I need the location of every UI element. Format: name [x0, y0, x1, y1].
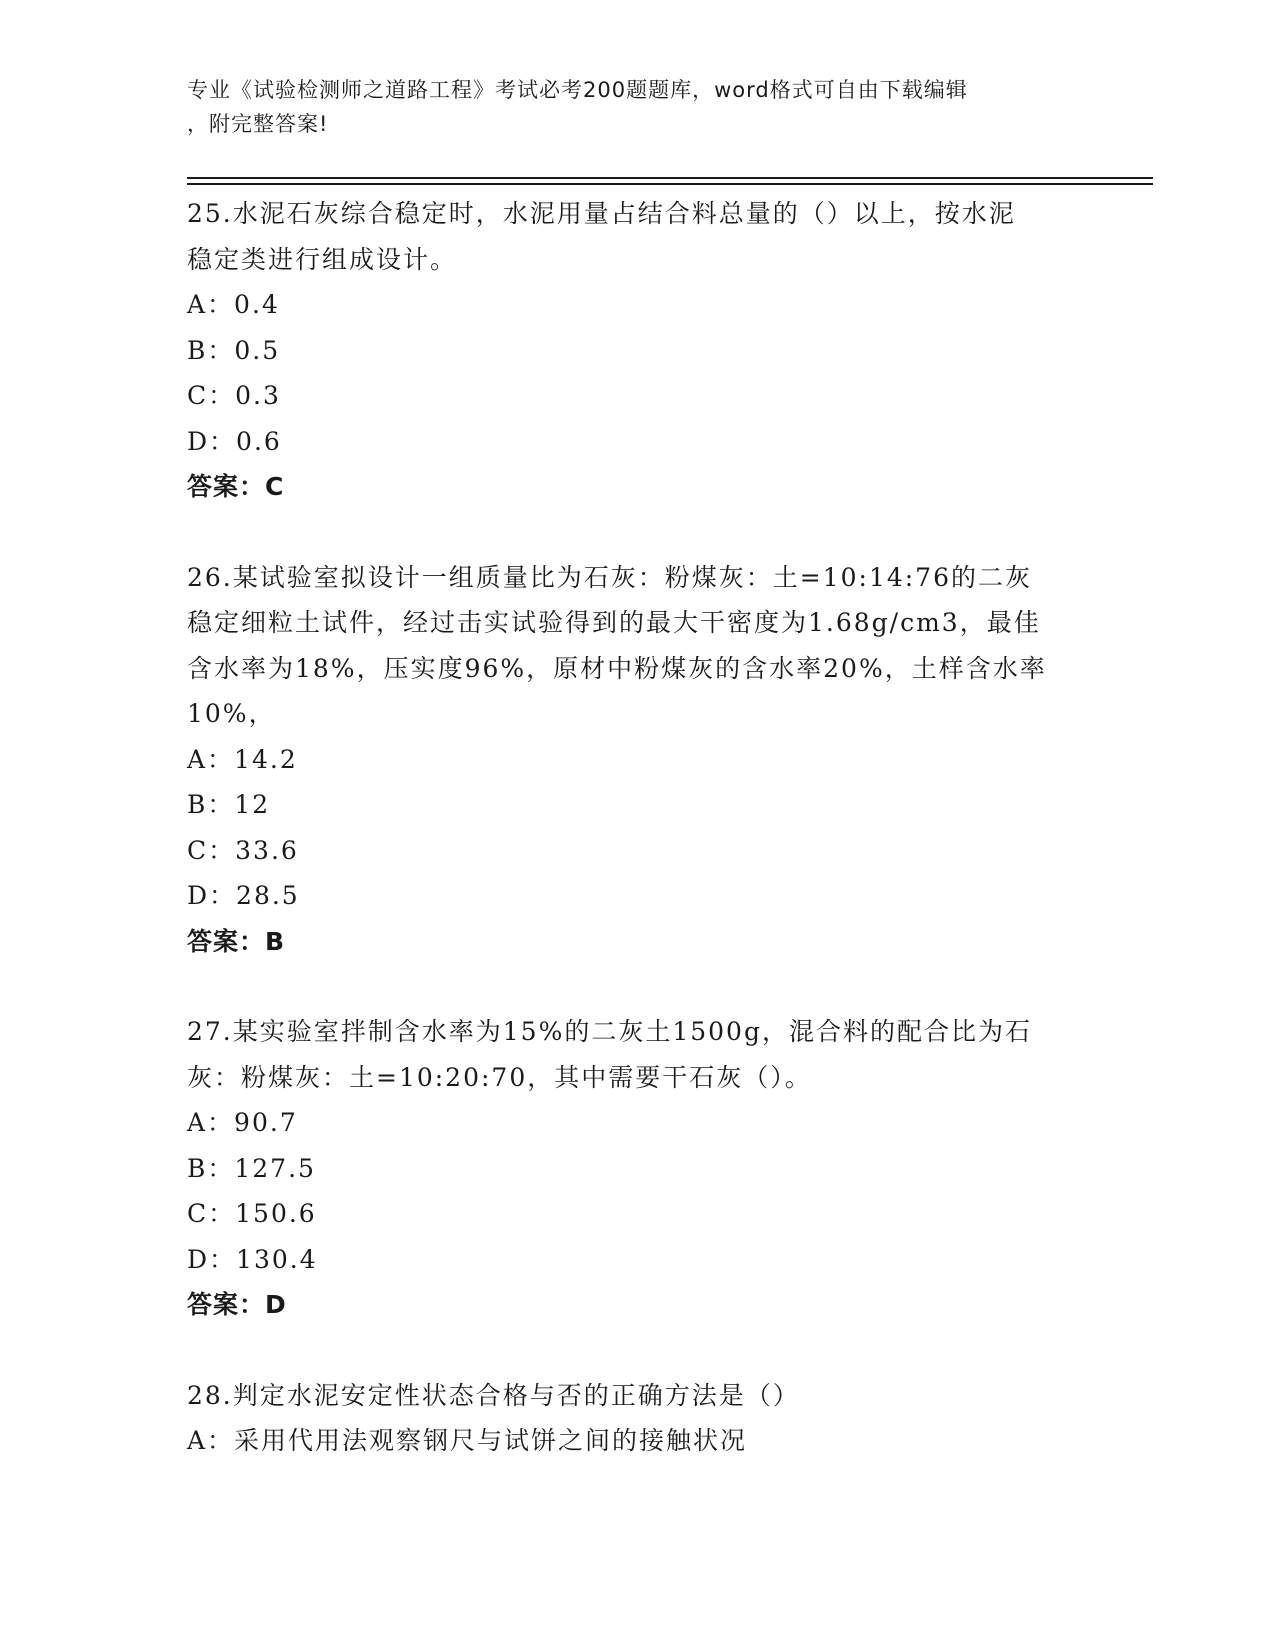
answer-line: 答案：B [187, 926, 286, 956]
question-28 [187, 1373, 1087, 1464]
option-a: A：采用代用法观察钢尺与试饼之间的接触状况 [187, 1426, 748, 1455]
question-spacer [187, 1328, 1087, 1373]
option-c: C：150.6 [187, 1199, 317, 1228]
question-stem: 10%， [187, 699, 276, 728]
header-divider-bottom [187, 183, 1153, 185]
question-stem: 灰：粉煤灰：土=10:20:70，其中需要干石灰（）。 [187, 1062, 812, 1092]
question-stem: 含水率为18%，压实度96%，原材中粉煤灰的含水率20%，土样含水率 [187, 653, 1047, 683]
answer-line: 答案：C [187, 472, 285, 501]
option-d: D：130.4 [187, 1244, 318, 1274]
answer-line: 答案：D [187, 1290, 287, 1319]
question-26 [187, 555, 1087, 965]
option-b: B：0.5 [187, 335, 281, 365]
option-d: D：28.5 [187, 881, 300, 910]
question-spacer [187, 964, 1087, 1009]
question-stem: 28.判定水泥安定性状态合格与否的正确方法是（） [187, 1380, 800, 1410]
header-title-continuation: ，附完整答案! [187, 112, 329, 136]
header-title-line: 专业《试验检测师之道路工程》考试必考200题题库，word格式可自由下载编辑 [187, 78, 968, 102]
option-a: A：90.7 [187, 1108, 298, 1137]
document-header [187, 73, 1067, 141]
question-25 [187, 191, 1087, 510]
question-stem: 25.水泥石灰综合稳定时，水泥用量占结合料总量的（）以上，按水泥 [187, 199, 1016, 228]
question-list [187, 191, 1087, 1464]
question-spacer [187, 510, 1087, 555]
option-a: A：14.2 [187, 744, 298, 774]
question-stem: 26.某试验室拟设计一组质量比为石灰：粉煤灰：土=10:14:76的二灰 [187, 562, 1032, 592]
option-a: A：0.4 [187, 290, 280, 319]
question-27 [187, 1009, 1087, 1328]
option-d: D：0.6 [187, 426, 282, 456]
question-stem: 27.某实验室拌制含水率为15%的二灰土1500g，混合料的配合比为石 [187, 1017, 1032, 1046]
header-divider-top [187, 177, 1153, 179]
question-stem: 稳定类进行组成设计。 [187, 244, 458, 274]
option-b: B：12 [187, 790, 271, 819]
option-c: C：0.3 [187, 381, 281, 410]
option-b: B：127.5 [187, 1153, 316, 1183]
option-c: C：33.6 [187, 835, 299, 865]
question-stem: 稳定细粒土试件，经过击实试验得到的最大干密度为1.68g/cm3，最佳 [187, 608, 1041, 637]
